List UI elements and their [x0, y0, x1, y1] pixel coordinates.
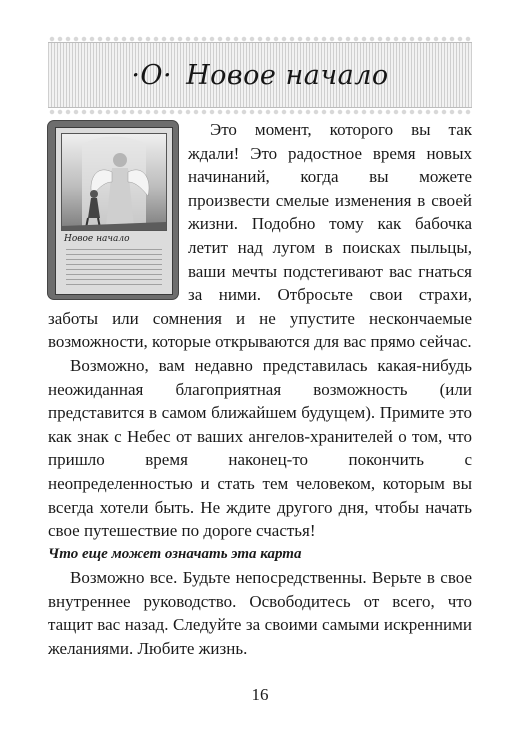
paragraph-2: Возможно, вам недавно представилась какая-нибудь неожиданная благоприятная возможность (или представится в самом ближайшем будущем). Примите это как знак с Небес от ваших ангелов-хранителей о том, что пришло время наконец-то покончить с неопределенностью и стать тем человеком, которым вы всегда хотели быть. Не ждите другого дня, чтобы начать свое путешествие по дороге счастья!	[48, 355, 472, 541]
lace-border-bottom	[48, 108, 472, 115]
article-body	[48, 118, 472, 661]
lace-border-top	[48, 35, 472, 42]
page-number: 16	[251, 685, 269, 704]
page-title	[48, 57, 472, 93]
title-banner	[48, 42, 472, 108]
paragraph-3: Возможно все. Будьте непосредственны. Верьте в свое внутреннее руководство. Освободитесь от всего, что тащит вас назад. Следуйте за своими самыми искренними желаниями. Любите жизнь.	[48, 568, 472, 659]
paragraph-1: Это момент, которого вы так ждали! Это радостное время новых начинаний, когда вы можете произвести смелые изменения в своей жизни. Подобно тому как бабочка летит над лугом в поисках пыльцы, ваши мечты подстегивают вас гнаться за ними. Отбросьте свои страхи, заботы или сомнения и не упустите нескончаемые возможности, которые открываются для вас прямо сейчас.	[48, 120, 472, 352]
section-heading: Что еще может означать эта карта	[48, 545, 302, 562]
card-number: ·O·	[131, 59, 173, 91]
card-name: Новое начало	[186, 59, 389, 91]
card-title: Новое начало	[64, 234, 130, 244]
